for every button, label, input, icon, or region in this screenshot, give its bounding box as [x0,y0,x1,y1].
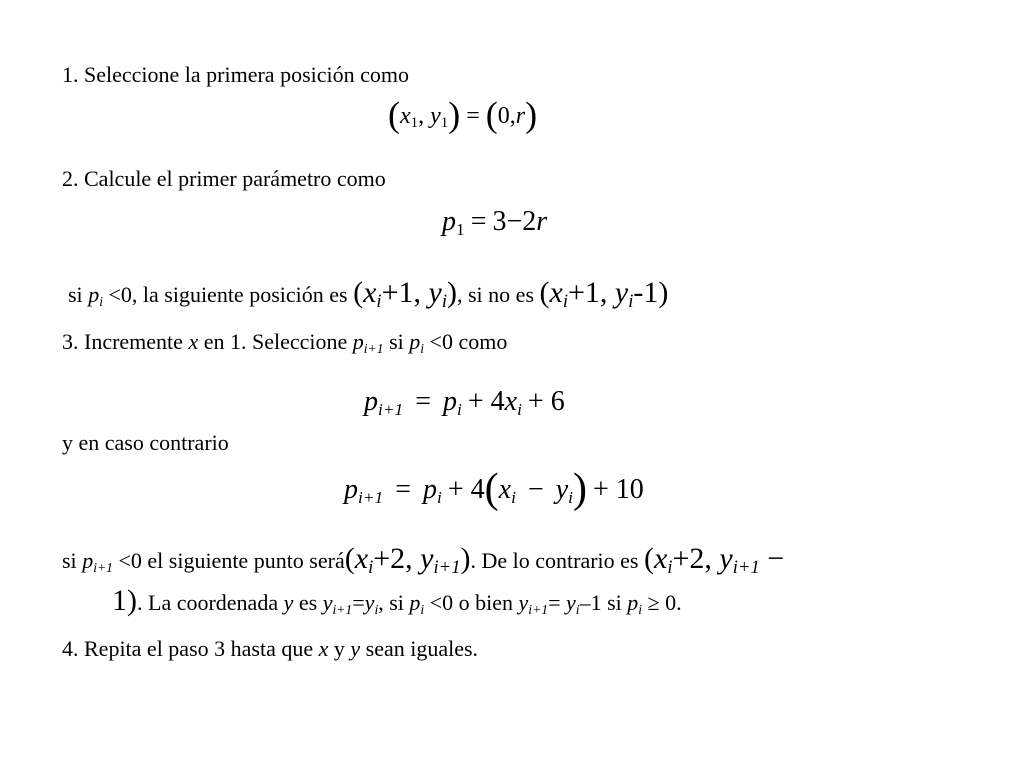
step-3-text: 3. Incremente x en 1. Seleccione $p_{i+1}$ si $p_i <0$ como [62,329,508,356]
condition-2-line-1: si $p_{i+1} <0$ el siguiente punto $será(x_i+2$, $y_{i+1}$). De lo contrario es ($x_i+2$, $y_{i+1}$ − [62,542,785,579]
equation-initial-position: ($x_1$, $y_1) = (0,r)$ [388,94,538,135]
condition-1-text: si $p_i <0$, la siguiente posición es ($x_i+1$, $y_i$), si no es ($x_i+1$, $y_i-1$) [68,276,669,313]
step-4-text: 4. Repita el paso 3 hasta que x y y sean iguales. [62,636,479,661]
else-text: y en caso contrario [62,430,229,455]
step-2-text: 2. Calcule el primer parámetro como [62,166,386,191]
equation-parameter-negative-case: $p_{i+1} = p_i + 4x_i + 6$ [364,386,565,419]
equation-parameter-else-case: $p_{i+1} = p_i + 4(x_i - y_i) + 10$ [344,466,644,513]
equation-first-parameter: $p_1 = 3-2r$ [442,206,548,239]
step-1-text: 1. Seleccione la primera posición como [62,62,409,87]
condition-2-line-2: 1). La coordenada y es $y_{i+1}=y_i$, si $p_i <0$ o bien $y_{i+1}= y_i-1$ si $p_i \ge 0$. [112,584,682,617]
